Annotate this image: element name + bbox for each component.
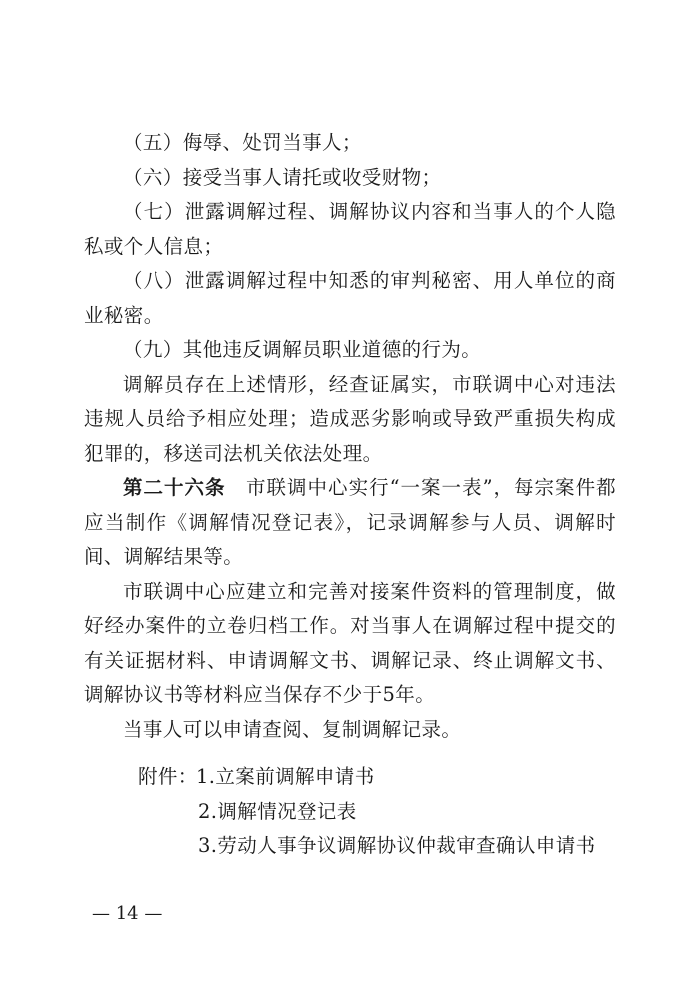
clause-item-9: （九）其他违反调解员职业道德的行为。	[123, 338, 482, 361]
page-number: — 14 —	[92, 903, 163, 924]
clause-item-6: （六）接受当事人请托或收受财物；	[123, 165, 442, 189]
attachment-item: 2.调解情况登记表	[198, 799, 357, 823]
attachments-label: 附件：	[138, 765, 198, 788]
archive-paragraph: 市联调中心应建立和完善对接案件资料的管理制度，做好经办案件的立卷归档工作。对当事人在调解过程中提交的有关证据材料、申请调解文书、调解记录、终止调解文书、调解协议书等材料应当保存不少于5年。	[84, 579, 616, 706]
clause-item-7: （七）泄露调解过程、调解协议内容和当事人的个人隐私或个人信息；	[84, 200, 616, 258]
clause-item-5: （五）侮辱、处罚当事人；	[123, 131, 362, 154]
attachment-item: 3.劳动人事争议调解协议仲裁审查确认申请书	[198, 834, 596, 857]
article-heading: 第二十六条	[123, 476, 226, 499]
handling-paragraph: 调解员存在上述情形，经查证属实，市联调中心对违法违规人员给予相应处理；造成恶劣影响或导致严重损失构成犯罪的，移送司法机关依法处理。	[84, 372, 616, 465]
article-26-text: 市联调中心实行“一案一表”，每宗案件都应当制作《调解情况登记表》，记录调解参与人员、调解时间、调解结果等。	[84, 476, 616, 568]
access-paragraph: 当事人可以申请查阅、复制调解记录。	[123, 717, 462, 741]
clause-item-8: （八）泄露调解过程中知悉的审判秘密、用人单位的商业秘密。	[84, 269, 616, 327]
body-text	[84, 126, 616, 747]
attachment-item: 1.立案前调解申请书	[196, 765, 375, 788]
article-26-paragraph	[84, 471, 616, 575]
